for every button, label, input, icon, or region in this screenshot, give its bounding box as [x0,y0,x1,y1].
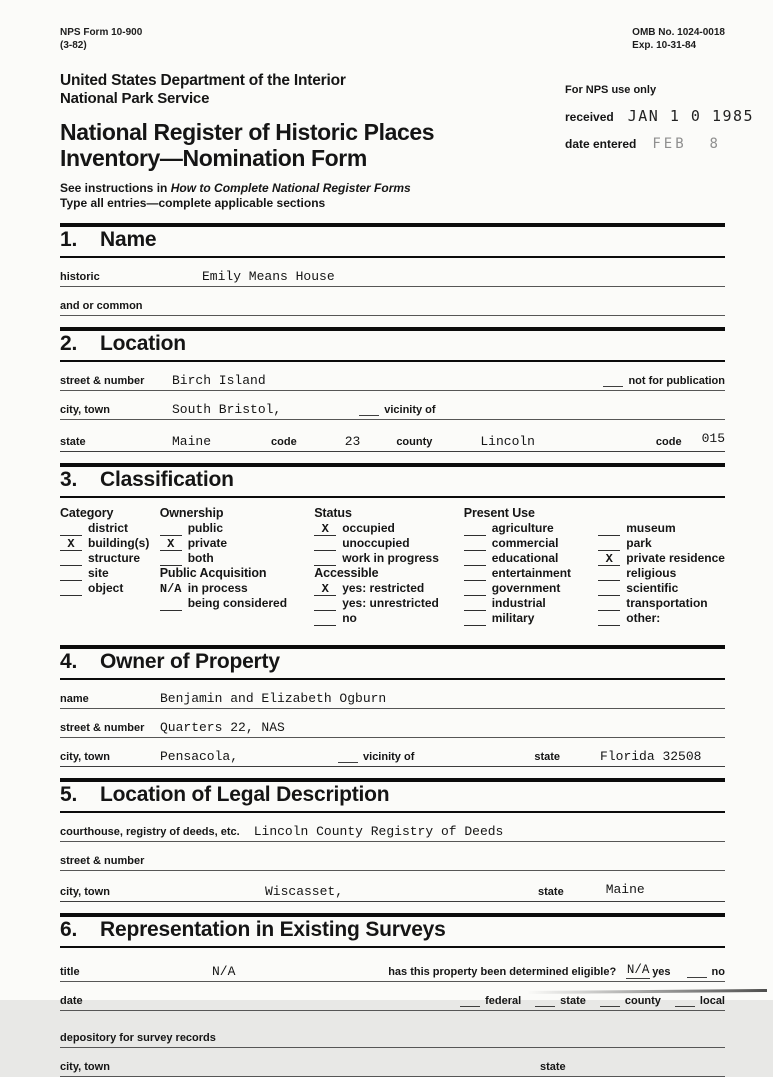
checkbox-in-process[interactable]: N/A in process [159,581,248,597]
checkbox-structure[interactable]: structure [60,551,160,566]
survey-title-label: title [60,966,80,979]
section-classification-header: 3. Classification [60,463,725,498]
owner-vicinity-blank[interactable] [338,760,358,763]
and-or-common-label: and or common [60,300,143,313]
not-for-publication-label: not for publication [628,375,725,388]
eligible-no-blank[interactable] [687,975,707,978]
federal-label: federal [485,995,522,1008]
checkbox-district[interactable]: district [60,521,160,536]
eligible-question-label: has this property been determined eligible? [388,966,617,979]
present-use-spacer [598,506,725,521]
city-town-value[interactable]: South Bristol, [172,402,282,418]
section-legal-header: 5. Location of Legal Description [60,778,725,813]
checkbox-scientific[interactable]: scientific [598,581,725,596]
checkbox-industrial[interactable]: industrial [464,596,599,611]
survey-city-label: city, town [60,1061,110,1074]
omb-number: OMB No. 1024-0018 [632,27,725,38]
field-survey-date[interactable] [60,994,725,1011]
owner-city-value[interactable]: Pensacola, [160,749,239,765]
survey-state-label: state [540,1061,566,1074]
code2-label: code [655,436,682,449]
checkbox-site[interactable]: site [60,566,160,581]
accessible-header: Accessible [314,566,379,581]
federal-blank[interactable] [460,1004,480,1007]
eligible-no-label: no [711,966,725,979]
code2-group[interactable] [656,432,725,449]
field-depository[interactable] [60,1031,725,1048]
survey-title-value[interactable]: N/A [212,964,236,980]
state-value[interactable]: Maine [172,434,212,450]
code1-label: code [271,436,297,449]
checkbox-public[interactable]: public [160,521,315,536]
historic-value[interactable]: Emily Means House [202,269,335,285]
field-courthouse[interactable] [60,825,725,842]
section-name-header: 1. Name [60,223,725,258]
courthouse-label: courthouse, registry of deeds, etc. [60,826,240,839]
owner-name-label: name [60,693,89,706]
checkbox-both[interactable]: both [160,551,315,566]
vicinity-blank[interactable] [359,413,379,416]
field-owner-street[interactable] [60,721,725,738]
checkbox-educational[interactable]: educational [464,551,599,566]
checkbox-commercial[interactable]: commercial [464,536,599,551]
legal-city-label: city, town [60,886,110,899]
section-location-header: 2. Location [60,327,725,362]
checkbox-other[interactable]: other: [598,611,725,626]
checkbox-unoccupied[interactable]: unoccupied [314,536,464,551]
form-number: NPS Form 10-900 [60,27,143,38]
checkbox-work-in-progress[interactable]: work in progress [314,551,464,566]
local-label: local [699,995,725,1008]
omb-expiration: Exp. 10-31-84 [632,40,697,51]
checkbox-military[interactable]: military [464,611,599,626]
checkbox-transportation[interactable]: transportation [598,596,725,611]
local-blank[interactable] [675,1004,695,1007]
date-entered-stamp: FEB 8 [652,136,721,152]
county-blank[interactable] [600,1004,620,1007]
county-label: county [396,436,433,449]
legal-state-value[interactable]: Maine [605,882,645,898]
checkbox-agriculture[interactable]: agriculture [464,521,599,536]
field-legal-city[interactable] [60,883,725,902]
courthouse-value[interactable]: Lincoln County Registry of Deeds [253,824,504,840]
code1-value[interactable]: 23 [344,434,361,450]
eligible-group [388,960,725,979]
checkbox-no[interactable]: no [314,611,464,626]
nps-use-only-label: For NPS use only [565,84,657,96]
not-for-publication-blank[interactable] [603,384,623,387]
legal-state-label: state [538,886,564,899]
survey-date-label: date [60,995,83,1008]
state-level-blank[interactable] [535,1004,555,1007]
owner-vicinity-option[interactable] [338,751,414,764]
date-entered-label: date entered [565,137,637,151]
form-meta [60,26,725,52]
field-survey-city[interactable] [60,1060,725,1077]
received-date-stamp: JAN 1 0 1985 [627,107,755,125]
form-revision: (3-82) [60,40,87,51]
checkbox-private-residence[interactable]: X private residence [598,551,725,566]
public-acquisition-header: Public Acquisition [159,566,267,581]
instructions [60,181,725,212]
ownership-column [160,506,315,626]
eligible-yes-label: yes [652,966,671,979]
vicinity-label: vicinity of [384,404,436,417]
checkbox-yes-unrestricted[interactable]: yes: unrestricted [314,596,464,611]
nps-use-box [565,84,755,152]
field-owner-name[interactable] [60,692,725,709]
eligible-answer[interactable]: N/A [626,960,650,979]
checkbox-park[interactable]: park [598,536,725,551]
field-state-county[interactable] [60,432,725,452]
section-owner-header: 4. Owner of Property [60,645,725,680]
owner-name-value[interactable]: Benjamin and Elizabeth Ogburn [160,691,387,707]
received-label: received [565,110,614,124]
checkbox-being-considered[interactable]: being considered [160,596,315,611]
code2-value[interactable]: 015 [701,431,725,447]
date-entered-row [565,136,735,152]
checkbox-museum[interactable]: museum [598,521,725,536]
legal-city-value[interactable]: Wiscasset, [265,884,344,900]
present-use-column-2 [598,506,725,626]
form-title-line1: National Register of Historic Places [60,119,435,146]
state-label: state [60,436,86,449]
section-surveys-header: 6. Representation in Existing Surveys [60,913,725,948]
category-column [60,506,160,626]
form-title [60,120,540,172]
instructions-line1: See instructions in How to Complete National Register Forms [60,180,411,195]
county-value[interactable]: Lincoln [480,434,535,450]
received-row [565,107,755,125]
checkbox-occupied[interactable]: X occupied [314,521,464,536]
owner-state-value[interactable]: Florida 32508 [600,749,702,765]
checkbox-object[interactable]: object [60,581,160,596]
instructions-manual-title: How to Complete National Register Forms [170,180,411,195]
depository-label: depository for survey records [60,1032,216,1045]
checkbox-private[interactable]: X private [160,536,315,551]
checkbox-government[interactable]: government [464,581,599,596]
historic-label: historic [60,271,100,284]
checkbox-religious[interactable]: religious [598,566,725,581]
field-survey-title[interactable] [60,960,725,982]
form-title-line2: Inventory—Nomination Form [60,145,367,172]
present-use-column-1 [464,506,599,626]
form-number-block [60,26,142,52]
survey-level-options [460,995,725,1008]
checkbox-buildings[interactable]: X building(s) [60,536,160,551]
present-use-header: Present Use [463,506,535,521]
street-number-value[interactable]: Birch Island [172,373,266,389]
owner-vicinity-label: vicinity of [363,751,415,764]
city-town-label: city, town [60,404,110,417]
not-for-publication-option[interactable] [603,375,725,388]
instructions-line2: Type all entries—complete applicable sections [60,196,326,211]
owner-street-label: street & number [60,722,145,735]
owner-city-label: city, town [60,751,110,764]
status-column [314,506,464,626]
field-legal-street[interactable] [60,854,725,871]
field-and-or-common[interactable] [60,299,725,316]
legal-street-label: street & number [60,855,145,868]
department-name: United States Department of the Interior [60,72,346,89]
status-header: Status [314,506,352,521]
field-owner-city[interactable] [60,750,725,767]
classification-grid [60,506,725,634]
omb-block [632,26,725,52]
owner-state-label: state [534,751,561,764]
field-city-town[interactable] [60,403,725,420]
vicinity-option[interactable] [359,404,435,417]
owner-street-value[interactable]: Quarters 22, NAS [160,720,285,736]
state-level-label: state [560,995,586,1008]
checkbox-entertainment[interactable]: entertainment [464,566,599,581]
field-street-number[interactable] [60,374,725,391]
ownership-header: Ownership [159,506,224,521]
street-number-label: street & number [60,375,145,388]
field-historic[interactable] [60,270,725,287]
agency-name: National Park Service [60,89,210,107]
category-header: Category [60,506,114,521]
county-level-label: county [624,995,661,1008]
checkbox-yes-restricted[interactable]: X yes: restricted [314,581,464,596]
